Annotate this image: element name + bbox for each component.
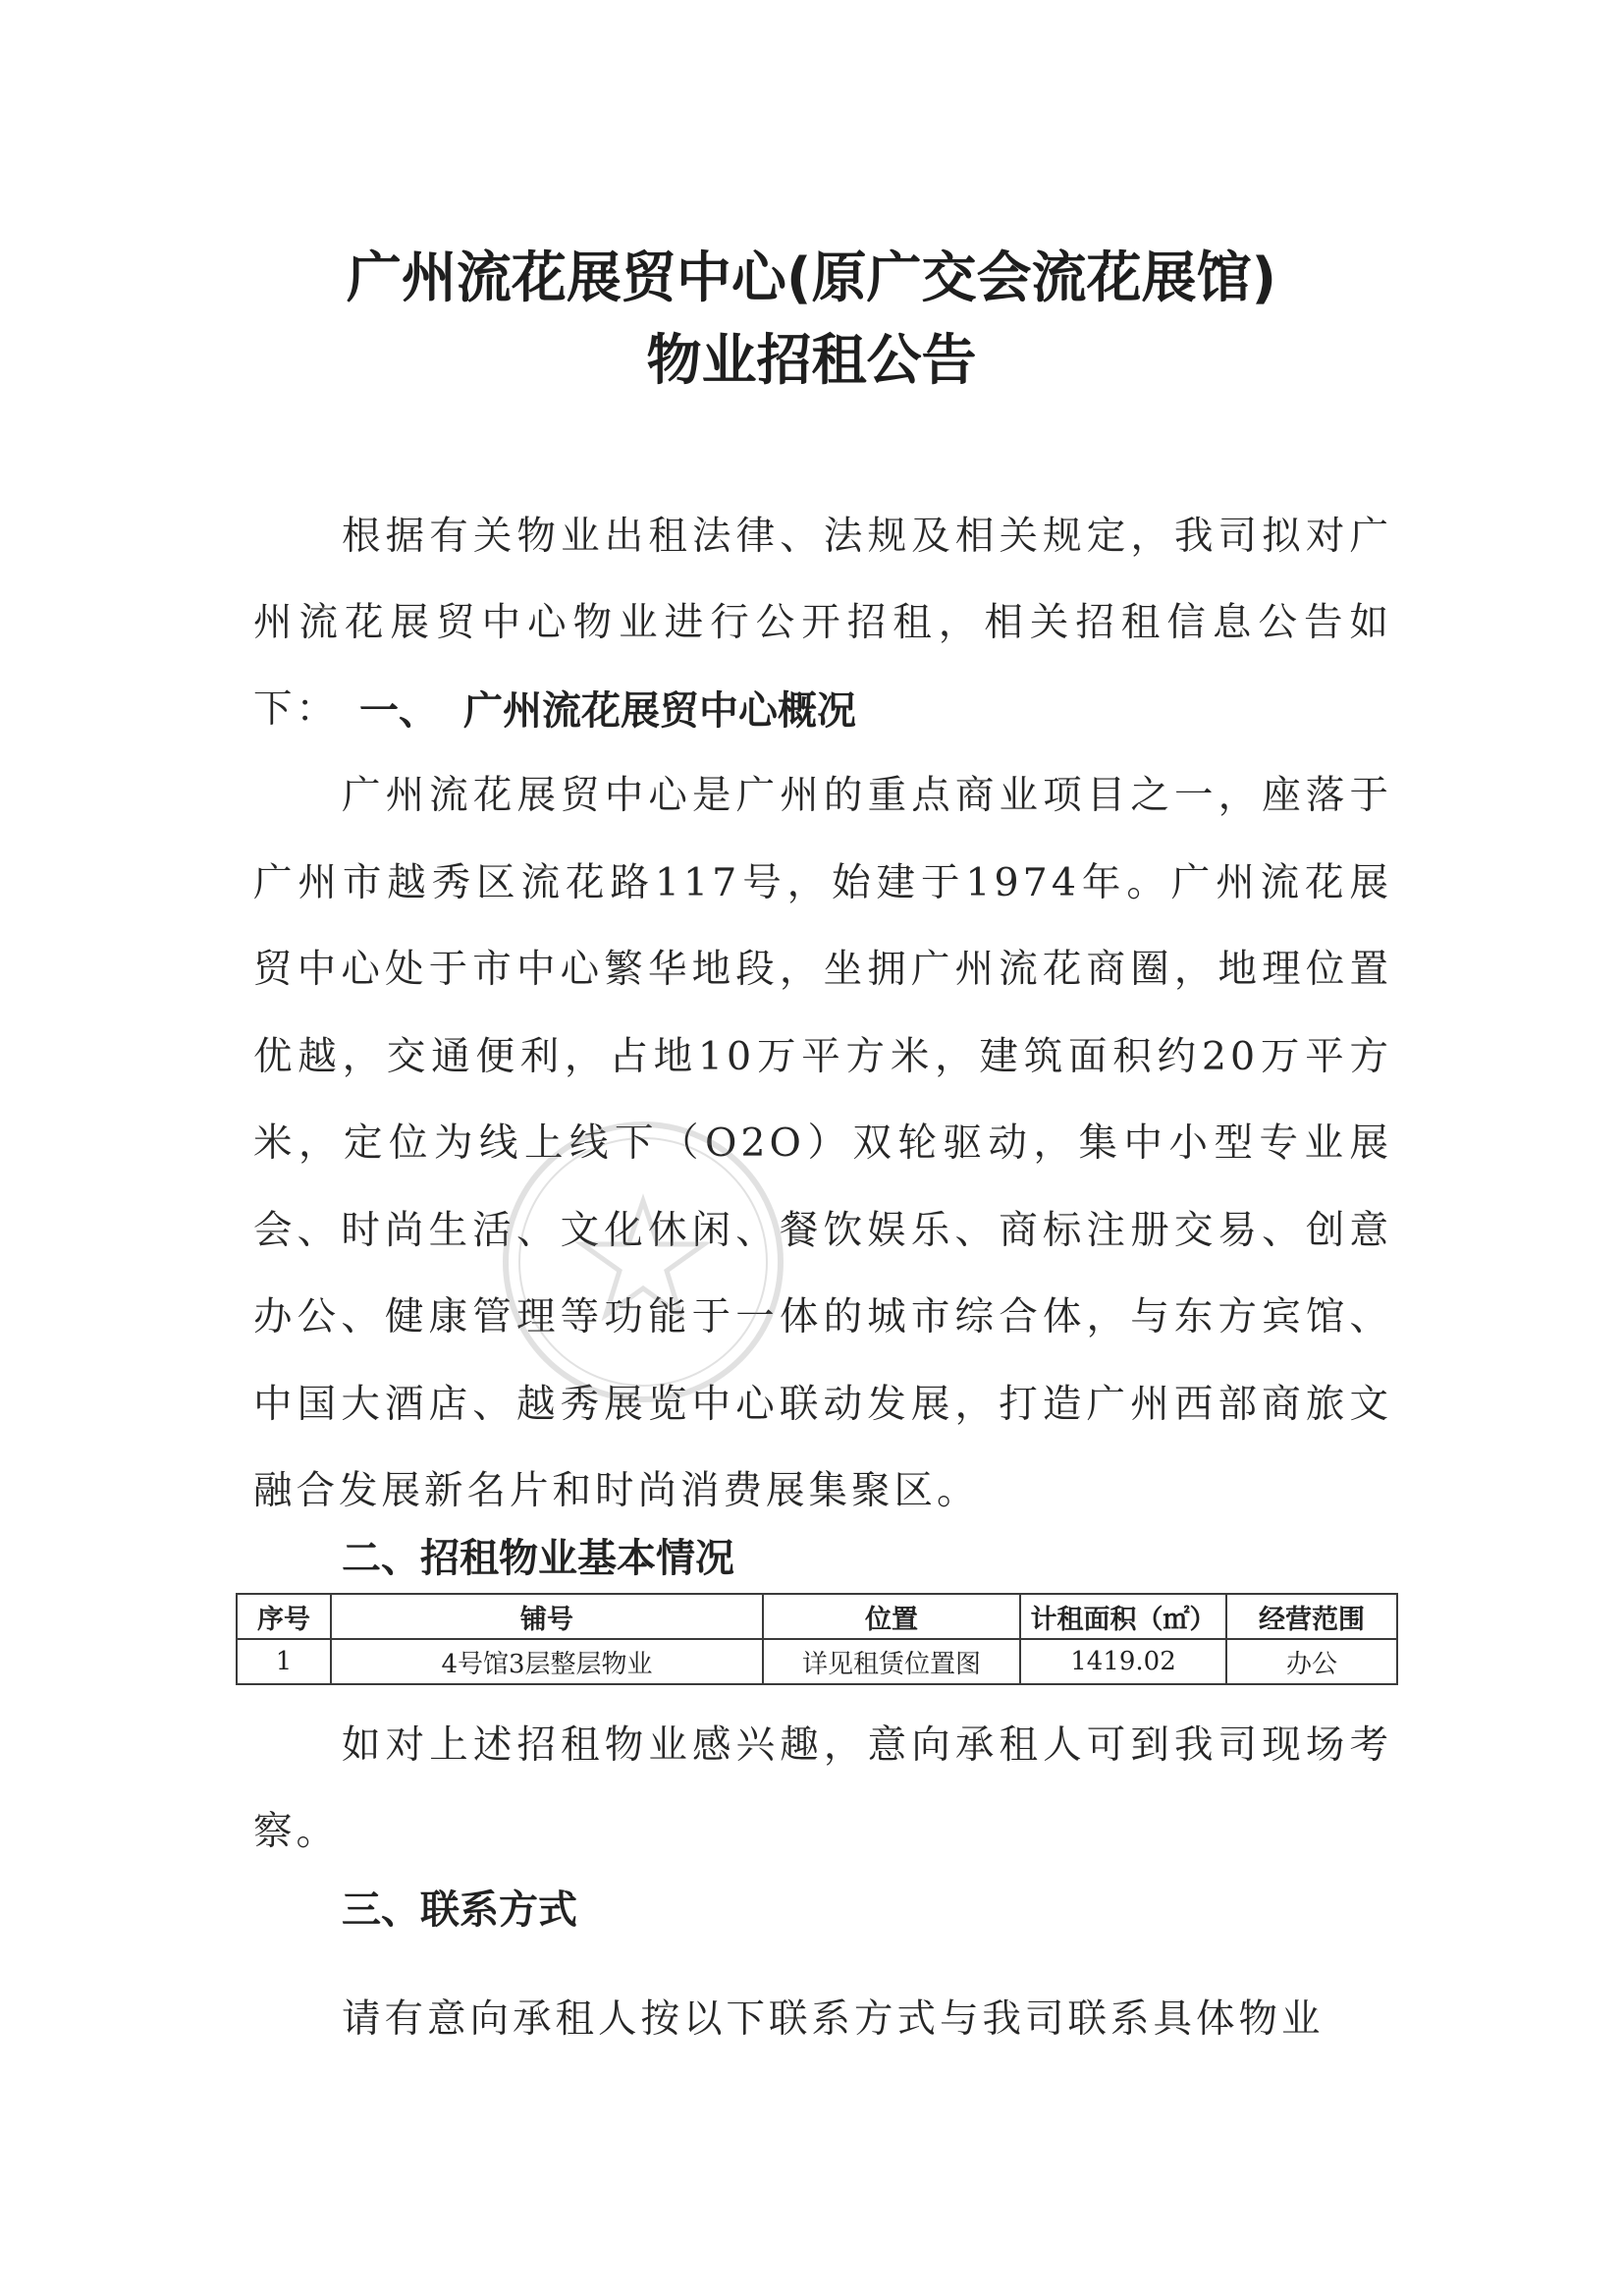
table-row [237,1639,1397,1684]
notice-title-line1: 广州流花展贸中心(原广交会流花展馆) [346,246,1277,310]
cell-location: 详见租赁位置图 [763,1639,1020,1684]
contact-paragraph: 请有意向承租人按以下联系方式与我司联系具体物业 [342,1996,1325,2042]
header-serial: 序号 [237,1594,331,1639]
table-header-row [237,1594,1397,1639]
cell-serial: 1 [237,1639,331,1684]
inspection-note-paragraph: 如对上述招租物业感兴趣，意向承租人可到我司现场考察。 [253,1722,1392,1854]
notice-title-line2: 物业招租公告 [646,329,977,393]
overview-paragraph: 广州流花展贸中心是广州的重点商业项目之一，座落于广州市越秀区流花路117号，始建于1974年。广州流花展贸中心处于市中心繁华地段，坐拥广州流花商圈，地理位置优越，交通便利，占地10万平方米，建筑面积约20万平方米，定位为线上线下（O2O）双轮驱动，集中小型专业展会、时尚生活、文化休闲、餐饮娱乐、商标注册交易、创意办公、健康管理等功能于一体的城市综合体，与东方宾馆、中国大酒店、越秀展览中心联动发展，打造广州西部商旅文融合发展新名片和时尚消费展集聚区。 [253,773,1392,1513]
section1-number: 一、 [359,688,438,734]
section3-heading: 三、联系方式 [342,1887,577,1933]
section1-heading [359,682,856,740]
lease-property-table [236,1593,1398,1685]
cell-unit: 4号馆3层整层物业 [331,1639,763,1684]
cell-business-scope: 办公 [1226,1639,1397,1684]
header-area: 计租面积（㎡） [1020,1594,1226,1639]
section2-heading: 二、招租物业基本情况 [342,1536,734,1581]
header-location: 位置 [763,1594,1020,1639]
header-unit: 铺号 [331,1594,763,1639]
header-business-scope: 经营范围 [1226,1594,1397,1639]
intro-paragraph: 根据有关物业出租法律、法规及相关规定，我司拟对广州流花展贸中心物业进行公开招租，相关招租信息公告如下： [253,514,1392,732]
cell-area: 1419.02 [1020,1639,1226,1684]
section1-title: 广州流花展贸中心概况 [463,688,856,734]
